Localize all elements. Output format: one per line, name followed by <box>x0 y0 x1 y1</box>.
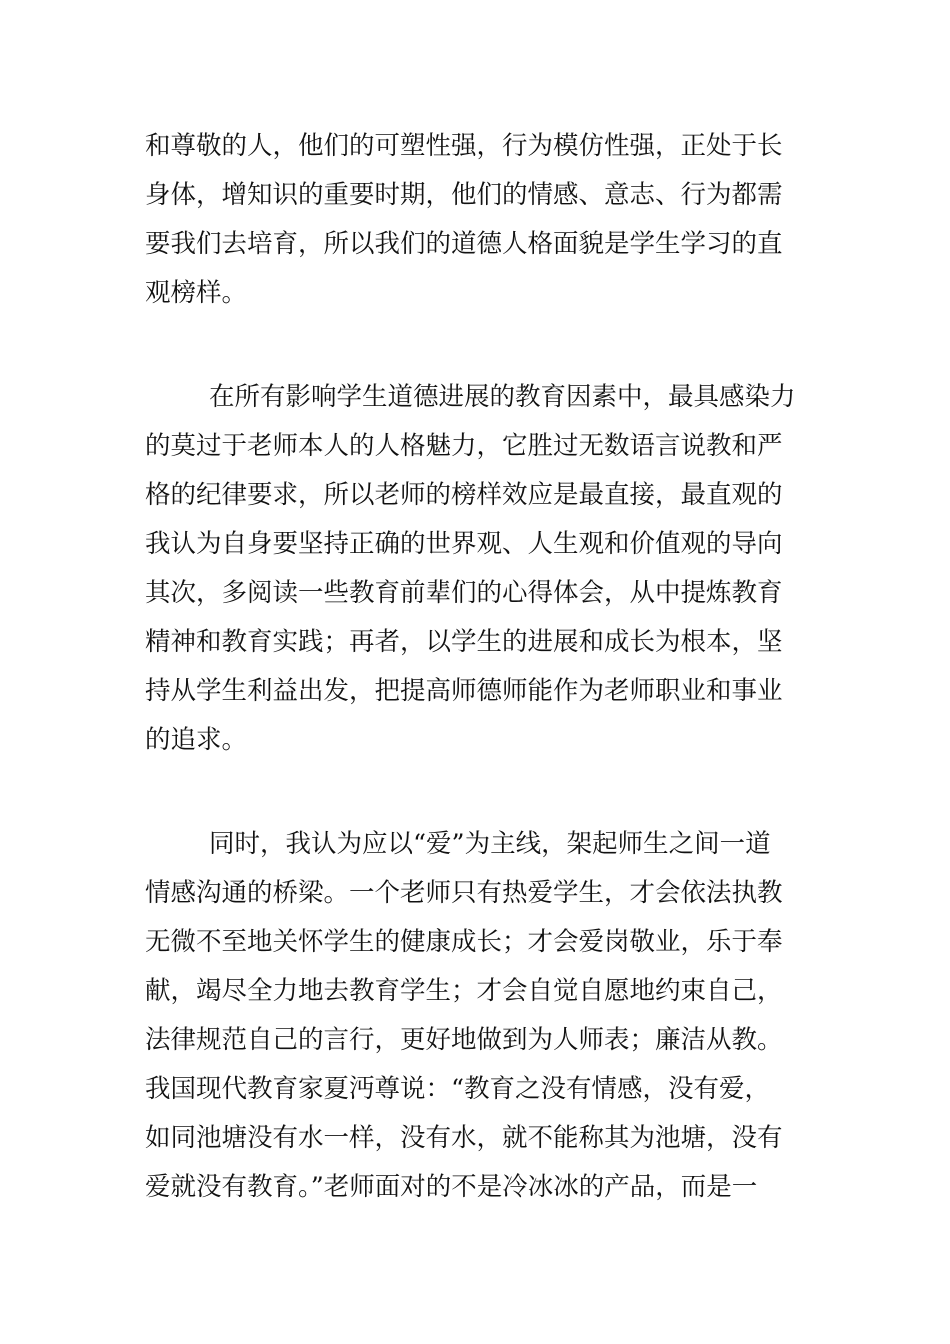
paragraph <box>145 820 825 1212</box>
text-line: 如同池塘没有水一样，没有水，就不能称其为池塘，没有 <box>145 1123 783 1153</box>
text-line: 的莫过于老师本人的人格魅力，它胜过无数语言说教和严 <box>145 431 783 461</box>
text-line: 爱就没有教育。”老师面对的不是冷冰冰的产品，而是一 <box>145 1172 758 1202</box>
paragraph <box>145 122 825 318</box>
text-line: 法律规范自己的言行，更好地做到为人师表；廉洁从教。 <box>145 1025 783 1055</box>
text-line: 献，竭尽全力地去教育学生；才会自觉自愿地约束自己， <box>145 976 783 1006</box>
text-line: 和尊敬的人，他们的可塑性强，行为模仿性强，正处于长 <box>145 131 783 161</box>
text-line: 其次，多阅读一些教育前辈们的心得体会，从中提炼教育 <box>145 578 783 608</box>
text-line: 观榜样。 <box>145 278 248 308</box>
text-line: 在所有影响学生道德进展的教育因素中，最具感染力 <box>209 382 796 412</box>
text-line: 要我们去培育，所以我们的道德人格面貌是学生学习的直 <box>145 229 783 259</box>
text-line: 我国现代教育家夏沔尊说：“教育之没有情感，没有爱， <box>145 1074 771 1104</box>
text-line: 持从学生利益出发，把提高师德师能作为老师职业和事业 <box>145 676 783 706</box>
text-line: 同时，我认为应以“爱”为主线，架起师生之间一道 <box>209 829 771 859</box>
text-line: 的追求。 <box>145 725 248 755</box>
text-line: 无微不至地关怀学生的健康成长；才会爱岗敬业，乐于奉 <box>145 927 783 957</box>
text-line: 情感沟通的桥梁。一个老师只有热爱学生，才会依法执教 <box>145 878 783 908</box>
text-line: 我认为自身要坚持正确的世界观、人生观和价值观的导向 <box>145 529 783 559</box>
text-line: 精神和教育实践；再者，以学生的进展和成长为根本，坚 <box>145 627 783 657</box>
text-line: 身体，增知识的重要时期，他们的情感、意志、行为都需 <box>145 180 783 210</box>
text-line: 格的纪律要求，所以老师的榜样效应是最直接，最直观的 <box>145 480 783 510</box>
paragraph <box>145 373 825 765</box>
